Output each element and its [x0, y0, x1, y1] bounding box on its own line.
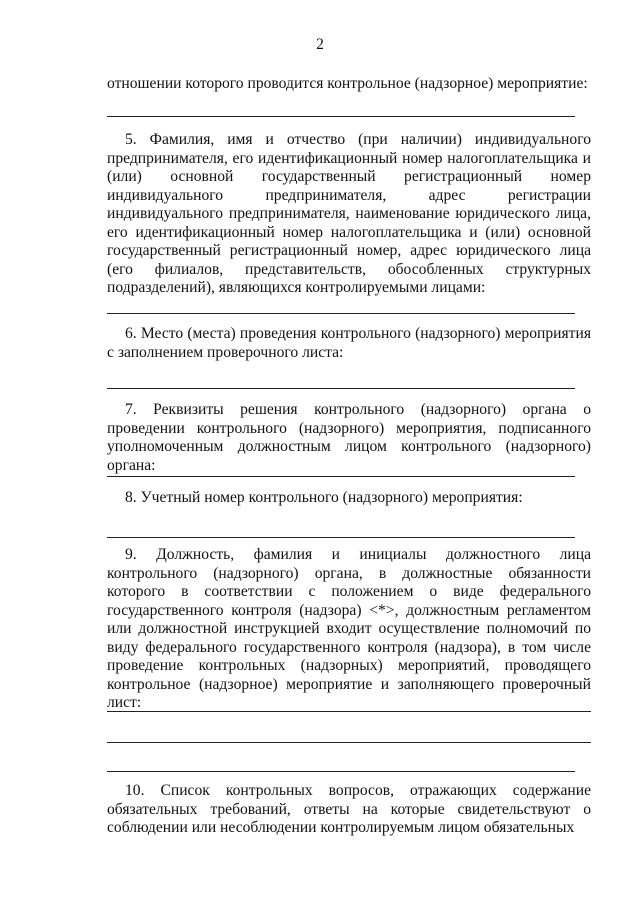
fill-line-item-9-c	[107, 771, 575, 772]
item-8-text: 8. Учетный номер контрольного (надзорного) мероприятия:	[125, 489, 523, 506]
intro-paragraph: отношении которого проводится контрольное (надзорное) мероприятие:	[107, 75, 588, 92]
item-10	[107, 782, 591, 838]
fill-line-intro	[107, 116, 575, 117]
item-9	[107, 546, 591, 713]
item-9-text: 9. Должность, фамилия и инициалы должностного лица контрольного (надзорного) органа, в должностные обязанности которого в соответствии с положением о виде федерального государственного контроля (надзора) <*>, должностным регламентом или должностной инструкцией входит осуществление полномочий по виду федерального государственного контроля (надзора), в том числе проведение контрольных (надзорных) мероприятий, проводящего контрольное (надзорное) мероприятие и заполняющего проверочный лист:	[107, 546, 591, 711]
item-7-text: 7. Реквизиты решения контрольного (надзорного) органа о проведении контрольного (надзорного) мероприятия, подписанного уполномоченным должностным лицом контрольного (надзорного) органа:	[107, 401, 591, 474]
page-number: 2	[316, 36, 324, 53]
item-5	[107, 131, 591, 298]
fill-line-item-7	[107, 476, 575, 477]
item-6	[107, 325, 591, 362]
fill-line-item-6	[107, 388, 575, 389]
item-10-text: 10. Список контрольных вопросов, отражающих содержание обязательных требований, ответы на которые свидетельствуют о соблюдении или несоблюдении контролируемым лицом обязательных	[107, 782, 591, 836]
fill-line-item-9-a	[107, 711, 591, 712]
fill-line-item-8	[107, 537, 575, 538]
fill-line-item-9-b	[107, 742, 591, 743]
item-5-text: 5. Фамилия, имя и отчество (при наличии) индивидуального предпринимателя, его идентификационный номер налогоплательщика и (или) основной государственный регистрационный номер индивидуального предпринимателя, адрес регистрации индивидуального предпринимателя, наименование юридического лица, его идентификационный номер налогоплательщика и (или) основной государственный регистрационный номер, адрес юридического лица (его филиалов, представительств, обособленных структурных подразделений), являющихся контролируемыми лицами:	[107, 131, 591, 296]
item-6-text: 6. Место (места) проведения контрольного (надзорного) мероприятия с заполнением проверочного листа:	[107, 325, 591, 361]
item-8	[107, 489, 591, 508]
item-7	[107, 401, 591, 475]
fill-line-item-5	[107, 313, 575, 314]
intro-text	[107, 75, 591, 94]
